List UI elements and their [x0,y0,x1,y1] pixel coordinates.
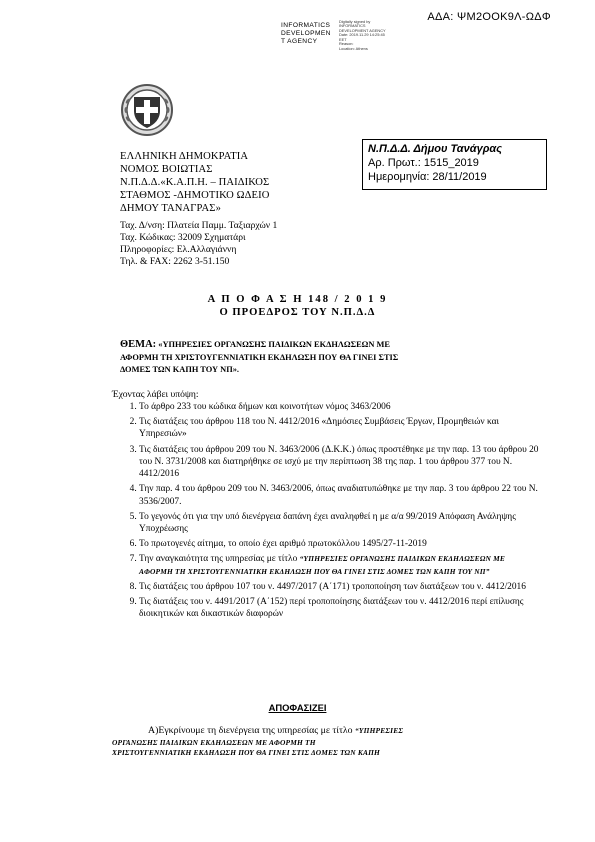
list-item: 1. Το άρθρο 233 του κώδικα δήμων και κοινοτήτων νόμος 3463/2006 [139,401,539,413]
organization-name: Ν.Π.Δ.Δ. Δήμου Τανάγρας [368,143,503,155]
service-title: “ΥΠΗΡΕΣΙΕΣ [355,726,404,735]
header-line: ΣΤΑΘΜΟΣ -ΔΗΜΟΤΙΚΟ ΩΔΕΙΟ [120,190,270,202]
address-line: Ταχ. Κώδικας: 32009 Σχηματάρι [120,231,246,243]
signature-line: INFORMATICS [281,22,331,29]
president-title: Ο ΠΡΟΕΔΡΟΣ ΤΟΥ Ν.Π.Δ.Δ [219,307,376,318]
decision-text [112,724,512,758]
list-item: 9. Τις διατάξεις του ν. 4491/2017 (Α΄152) περί τροποποίησης διατάξεων του ν. 4412/2016 περί επίλυσης διοικητικών και δικαστικών διαφορών [139,596,539,621]
protocol-box [362,139,547,190]
list-item: 5. Το γεγονός ότι για την υπό διενέργεια δαπάνη έχει αναληφθεί η με α/α 99/2019 Απόφαση Ανάληψης Υποχρέωσης [139,511,539,536]
considerations-intro: Έχοντας λάβει υπόψη: [112,389,199,400]
document-date: Ημερομηνία: 28/11/2019 [368,170,487,183]
subject-label: ΘΕΜΑ: [120,339,157,350]
subject-text: «ΥΠΗΡΕΣΙΕΣ ΟΡΓΑΝΩΣΗΣ ΠΑΙΔΙΚΩΝ ΕΚΔΗΛΩΣΕΩΝ ΜΕ [156,340,391,349]
decides-heading: ΑΠΟΦΑΣΙΖΕΙ [268,702,327,713]
signature-detail: Reason: [339,41,354,47]
header-line: ΔΗΜΟΥ ΤΑΝΑΓΡΑΣ» [120,203,221,215]
list-item: 4. Την παρ. 4 του άρθρου 209 του Ν. 3463/2006, όπως αναδιατυπώθηκε με την παρ. 3 του άρθρου 22 του Ν. 3536/2007. [139,483,539,508]
signature-detail: Digitally signed by [339,19,371,24]
list-item: 2. Τις διατάξεις του άρθρου 118 του Ν. 4412/2016 «Δημόσιες Συμβάσεις Έργων, Προμηθειών και Υπηρεσιών» [139,416,539,441]
list-item: 8. Τις διατάξεις του άρθρου 107 του ν. 4497/2017 (Α΄171) τροποποίηση των διατάξεων του ν. 4412/2016 [139,581,539,593]
digital-signature-details [339,20,386,51]
list-item: 3. Τις διατάξεις του άρθρου 209 του Ν. 3463/2006 (Δ.Κ.Κ.) όπως προστέθηκε με την παρ. 13 του άρθρου 20 του Ν. 3731/2008 και διατηρήθηκε σε ισχύ με την περίπτωση 38 της παρ. 1 του άρθρου 377 του Ν. 4412/2016 [139,444,539,481]
signature-detail: DEVELOPMENT AGENCY [339,27,386,33]
decision-lead: Α)Εγκρίνουμε τη διενέργεια της υπηρεσίας με τίτλο [148,725,356,736]
hellenic-republic-emblem [120,83,174,141]
subject-text: ΑΦΟΡΜΗ ΤΗ ΧΡΙΣΤΟΥΓΕΝΝΙΑΤΙΚΗ ΕΚΔΗΛΩΣΗ ΠΟΥ ΘΑ ΓΙΝΕΙ ΣΤΙΣ [120,353,399,363]
item-text: Την αναγκαιότητα της υπηρεσίας με τίτλο [139,554,300,565]
subject [120,337,530,377]
header-line: ΝΟΜΟΣ ΒΟΙΩΤΙΑΣ [120,164,213,176]
list-item [139,553,539,578]
service-title: ΟΡΓΑΝΩΣΗΣ ΠΑΙΔΙΚΩΝ ΕΚΔΗΛΩΣΕΩΝ ΜΕ ΑΦΟΡΜΗ ΤΗ [112,737,316,747]
list-item: 6. Το πρωτογενές αίτημα, το οποίο έχει αριθμό πρωτοκόλλου 1495/27-11-2019 [139,538,539,550]
digital-signature-label [281,22,331,46]
header-line: ΕΛΛΗΝΙΚΗ ΔΗΜΟΚΡΑΤΙΑ [120,151,249,162]
protocol-number: Αρ. Πρωτ.: 1515_2019 [368,156,479,169]
signature-detail: Location: Athens [339,45,368,51]
header-line: Ν.Π.Δ.Δ.«Κ.Α.Π.Η. – ΠΑΙΔΙΚΟΣ [120,177,270,189]
address-line: Τηλ. & FAX: 2262 3-51.150 [120,255,230,267]
service-title: “ΥΠΗΡΕΣΙΕΣ ΟΡΓΑΝΩΣΗΣ ΠΑΙΔΙΚΩΝ ΕΚΔΗΛΩΣΕΩΝ ΜΕ ΑΦΟΡΜΗ ΤΗ ΧΡΙΣΤΟΥΓΕΝΝΙΑΤΙΚΗ ΕΚΔΗΛΩΣΗ ΠΟΥ ΘΑ ΓΙΝΕΙ ΣΤΙΣ ΔΟΜΕΣ ΤΩΝ ΚΑΠΗ ΤΟΥ ΝΠ” [139,554,506,576]
signature-line: DEVELOPMEN [281,29,331,37]
signature-detail: INFORMATICS [339,23,366,29]
ada-code: ΑΔΑ: ΨΜ2ΟΟΚ9Λ-ΩΔΦ [427,11,551,23]
contact-address [120,220,277,268]
subject-text: ΔΟΜΕΣ ΤΩΝ ΚΑΠΗ ΤΟΥ ΝΠ». [120,365,240,375]
issuer-header [120,150,340,215]
decision-title: Α Π Ο Φ Α Σ Η 148 / 2 0 1 9 [207,294,388,305]
address-line: Πληροφορίες: Ελ.Αλλαγιάννη [120,243,237,255]
signature-detail: Date: 2019.11.29 14:25:45 [339,32,385,38]
considerations-list [112,401,539,623]
service-title: ΧΡΙΣΤΟΥΓΕΝΝΙΑΤΙΚΗ ΕΚΔΗΛΩΣΗ ΠΟΥ ΘΑ ΓΙΝΕΙ ΣΤΙΣ ΔΟΜΕΣ ΤΩΝ ΚΑΠΗ [112,747,380,757]
address-line: Ταχ. Δ/νση: Πλατεία Παμμ. Ταξιαρχών 1 [120,220,278,231]
signature-detail: EET [339,36,347,42]
signature-line: T AGENCY [281,37,318,45]
